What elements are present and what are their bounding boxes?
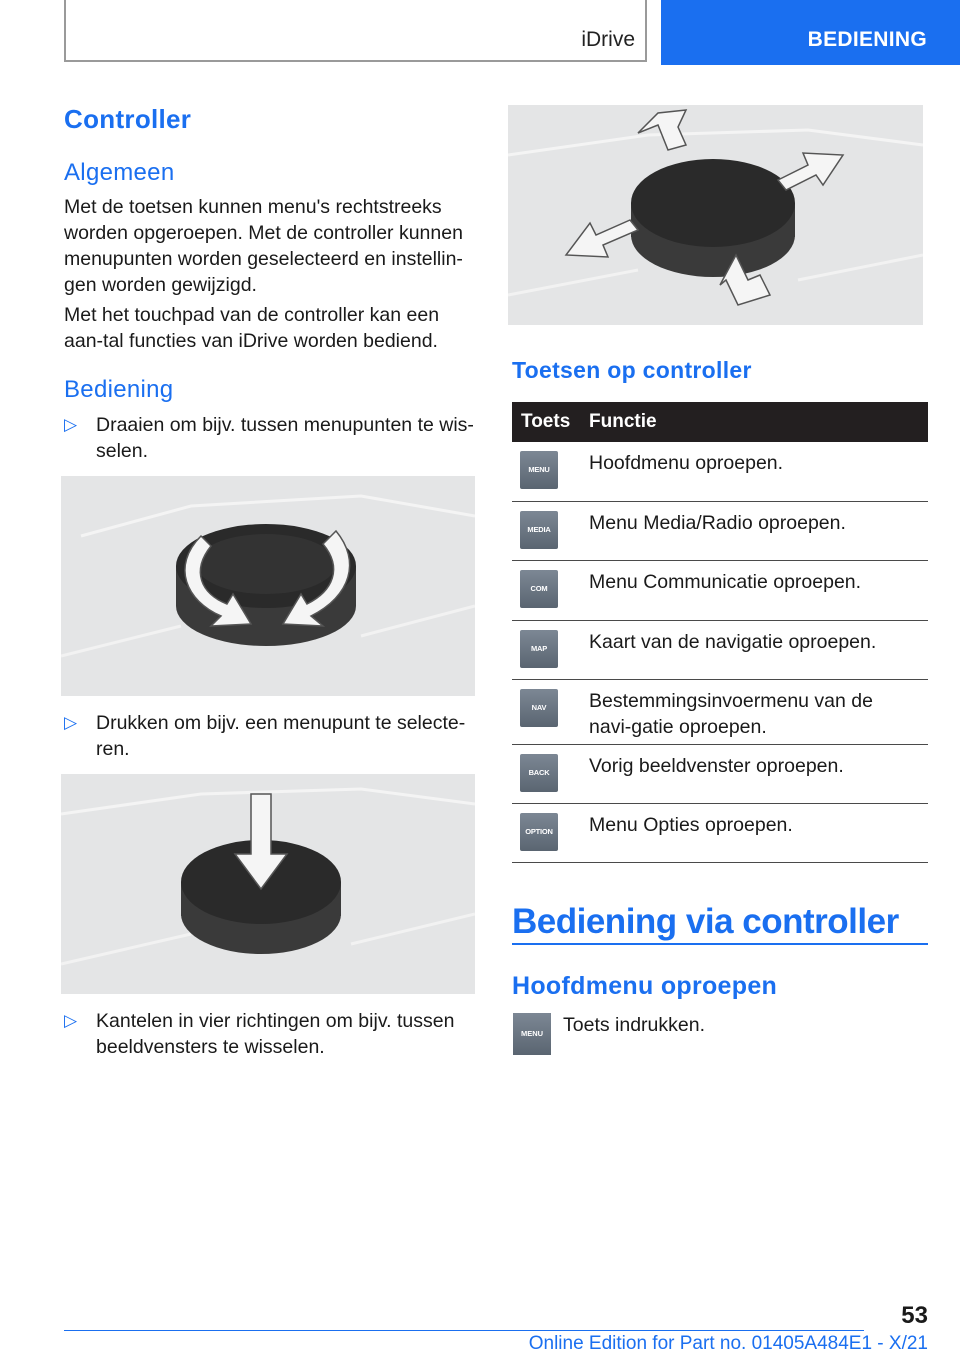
controller-press-image <box>61 774 475 994</box>
nav-key-icon: NAV <box>520 689 558 727</box>
header-section-title: iDrive <box>581 28 635 51</box>
controller-tilt-image <box>508 105 923 325</box>
section-heading-mainmenu: Hoofdmenu oproepen <box>512 972 778 1000</box>
table-header <box>512 402 928 442</box>
footer-edition: Online Edition for Part no. 01405A484E1 - X/21 <box>528 1333 928 1354</box>
controller-tilt-icon <box>508 105 923 325</box>
page-title: Controller <box>64 104 192 134</box>
option-key-icon: OPTION <box>520 813 558 851</box>
table-row: OPTION Menu Opties oproepen. <box>512 804 928 863</box>
controller-rotate-icon <box>61 476 475 696</box>
bullet-triangle-icon: ▷ <box>64 1011 78 1030</box>
header-chapter-label: BEDIENING <box>807 28 927 51</box>
controller-press-icon <box>61 774 475 994</box>
paragraph-general-1: Met de toetsen kunnen menu's rechtstreeks worden opgeroepen. Met de controller kunnen menupunten worden geselecteerd en instellin-gen worden gewijzigd. <box>64 196 463 296</box>
section-heading-general: Algemeen <box>64 159 175 186</box>
table-row: MEDIA Menu Media/Radio oproepen. <box>512 502 928 561</box>
bullet-triangle-icon: ▷ <box>64 415 78 434</box>
list-item: ▷ Draaien om bijv. tussen menupunten te wis-selen. <box>64 414 474 462</box>
page-number: 53 <box>901 1302 928 1329</box>
chapter-heading-via-controller: Bediening via controller <box>512 902 899 941</box>
table-row: MAP Kaart van de navigatie oproepen. <box>512 621 928 680</box>
table-header-key: Toets <box>521 411 571 432</box>
menu-key-icon: MENU <box>513 1013 551 1055</box>
table-row: COM Menu Communicatie oproepen. <box>512 561 928 621</box>
footer-rule <box>64 1330 864 1331</box>
com-key-icon: COM <box>520 570 558 608</box>
mainmenu-instruction: Toets indrukken. <box>563 1014 705 1036</box>
back-key-icon: BACK <box>520 754 558 792</box>
media-key-icon: MEDIA <box>520 511 558 549</box>
heading-rule <box>512 943 928 945</box>
header-chapter-tab <box>661 0 960 65</box>
bullet-triangle-icon: ▷ <box>64 713 78 732</box>
section-heading-operation: Bediening <box>64 376 174 403</box>
section-heading-keys: Toetsen op controller <box>512 357 752 383</box>
list-item: ▷ Kantelen in vier richtingen om bijv. tussen beeldvensters te wisselen. <box>64 1010 455 1058</box>
controller-rotate-image <box>61 476 475 696</box>
table-row: BACK Vorig beeldvenster oproepen. <box>512 745 928 804</box>
table-header-function: Functie <box>589 411 657 432</box>
paragraph-general-2: Met het touchpad van de controller kan een aan-tal functies van iDrive worden bediend. <box>64 304 440 352</box>
menu-key-icon: MENU <box>520 451 558 489</box>
table-row: MENU Hoofdmenu oproepen. <box>512 442 928 502</box>
list-item: ▷ Drukken om bijv. een menupunt te selecte-ren. <box>64 712 466 760</box>
map-key-icon: MAP <box>520 630 558 668</box>
table-row: NAV Bestemmingsinvoermenu van de navi-gatie oproepen. <box>512 680 928 745</box>
